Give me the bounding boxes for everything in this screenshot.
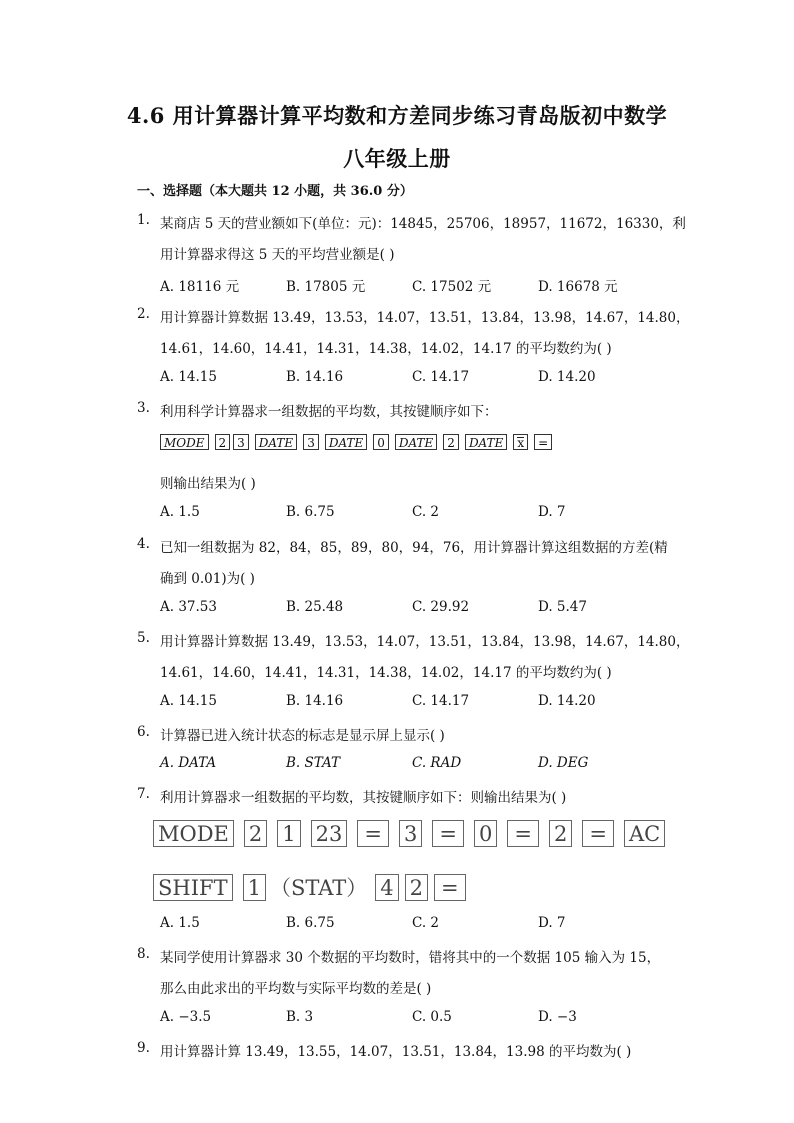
question-number: 2. xyxy=(137,306,150,322)
question-number: 3. xyxy=(137,400,150,416)
key-shift: SHIFT xyxy=(153,874,233,901)
key-1: 1 xyxy=(243,874,266,901)
option-b[interactable]: B. STAT xyxy=(286,755,341,771)
question-text: 则输出结果为( ) xyxy=(160,476,256,492)
section-heading: 一、选择题（本大题共 12 小题，共 36.0 分） xyxy=(137,184,413,199)
key-2: 2 xyxy=(443,434,459,450)
option-c[interactable]: C. 14.17 xyxy=(412,693,470,709)
question-number: 7. xyxy=(137,786,150,802)
question-text: 已知一组数据为 82，84，85，89，80，94，76，用计算器计算这组数据的方差(精 xyxy=(160,540,668,556)
option-a[interactable]: A. 1.5 xyxy=(160,504,200,520)
key-equals: = xyxy=(507,820,539,847)
key-23: 23 xyxy=(311,820,348,847)
question-text: 用计算器计算数据 13.49，13.53，14.07，13.51，13.84，13.98，14.67，14.80， xyxy=(160,634,690,650)
question-text: 确到 0.01)为( ) xyxy=(160,571,255,587)
option-c[interactable]: C. 17502 元 xyxy=(412,279,492,295)
key-equals: = xyxy=(534,434,552,450)
question-text: 计算器已进入统计状态的标志是显示屏上显示( ) xyxy=(160,728,445,744)
key-equals: = xyxy=(582,820,614,847)
key-ac: AC xyxy=(624,820,665,847)
option-b[interactable]: B. 17805 元 xyxy=(286,279,366,295)
key-sequence xyxy=(160,434,558,450)
option-a[interactable]: A. 18116 元 xyxy=(160,279,240,295)
key-2: 2 xyxy=(405,874,428,901)
option-b[interactable]: B. 6.75 xyxy=(286,504,335,520)
key-3: 3 xyxy=(303,434,319,450)
option-d[interactable]: D. DEG xyxy=(538,755,589,771)
question-text: 用计算器计算数据 13.49，13.53，14.07，13.51，13.84，13.98，14.67，14.80， xyxy=(160,310,690,326)
question-text: 利用计算器求一组数据的平均数，其按键顺序如下：则输出结果为( ) xyxy=(160,790,567,806)
question-number: 4. xyxy=(137,536,150,552)
option-d[interactable]: D. 5.47 xyxy=(538,599,587,615)
key-2: 2 xyxy=(549,820,572,847)
option-b[interactable]: B. 25.48 xyxy=(286,599,344,615)
option-d[interactable]: D. 16678 元 xyxy=(538,279,618,295)
key-sequence-row-1 xyxy=(153,820,675,847)
key-mean-x-bar: x xyxy=(513,434,528,450)
question-text: 利用科学计算器求一组数据的平均数，其按键顺序如下： xyxy=(160,404,498,420)
option-a[interactable]: A. DATA xyxy=(160,755,217,771)
question-number: 1. xyxy=(137,212,150,228)
option-c[interactable]: C. 29.92 xyxy=(412,599,470,615)
key-3: 3 xyxy=(399,820,422,847)
question-number: 8. xyxy=(137,946,150,962)
key-date: DATE xyxy=(465,434,507,450)
key-equals: = xyxy=(357,820,389,847)
option-d[interactable]: D. −3 xyxy=(538,1009,577,1025)
option-c[interactable]: C. 2 xyxy=(412,915,440,931)
key-1: 1 xyxy=(277,820,300,847)
question-text: 某同学使用计算器求 30 个数据的平均数时，错将其中的一个数据 105 输入为 15， xyxy=(160,950,661,966)
key-date: DATE xyxy=(395,434,437,450)
option-b[interactable]: B. 14.16 xyxy=(286,693,344,709)
question-number: 6. xyxy=(137,724,150,740)
key-equals: = xyxy=(432,820,464,847)
document-title-line2: 八年级上册 xyxy=(343,146,451,171)
stat-label: （STAT） xyxy=(269,876,368,900)
question-text: 用计算器计算 13.49，13.55，14.07，13.51，13.84，13.98 的平均数为( ) xyxy=(160,1044,632,1060)
option-b[interactable]: B. 3 xyxy=(286,1009,314,1025)
option-a[interactable]: A. −3.5 xyxy=(160,1009,212,1025)
question-text: 14.61，14.60，14.41，14.31，14.38，14.02，14.17 的平均数约为( ) xyxy=(160,665,612,681)
key-date: DATE xyxy=(255,434,297,450)
option-a[interactable]: A. 14.15 xyxy=(160,369,217,385)
question-text: 14.61，14.60，14.41，14.31，14.38，14.02，14.17 的平均数约为( ) xyxy=(160,341,612,357)
option-c[interactable]: C. 14.17 xyxy=(412,369,470,385)
option-a[interactable]: A. 1.5 xyxy=(160,915,200,931)
key-0: 0 xyxy=(373,434,389,450)
option-a[interactable]: A. 37.53 xyxy=(160,599,217,615)
key-date: DATE xyxy=(325,434,367,450)
key-mode: MODE xyxy=(160,434,209,450)
question-text: 那么由此求出的平均数与实际平均数的差是( ) xyxy=(160,981,432,997)
key-2: 2 xyxy=(215,434,231,450)
document-title: 4.6 用计算器计算平均数和方差同步练习青岛版初中数学 xyxy=(126,103,668,128)
question-number: 5. xyxy=(137,630,150,646)
key-4: 4 xyxy=(375,874,398,901)
key-3: 3 xyxy=(233,434,249,450)
option-c[interactable]: C. 0.5 xyxy=(412,1009,452,1025)
key-mode: MODE xyxy=(153,820,234,847)
key-2: 2 xyxy=(244,820,267,847)
option-d[interactable]: D. 14.20 xyxy=(538,369,596,385)
option-b[interactable]: B. 6.75 xyxy=(286,915,335,931)
option-d[interactable]: D. 7 xyxy=(538,915,566,931)
question-number: 9. xyxy=(137,1040,150,1056)
option-d[interactable]: D. 14.20 xyxy=(538,693,596,709)
option-a[interactable]: A. 14.15 xyxy=(160,693,217,709)
option-c[interactable]: C. RAD xyxy=(412,755,462,771)
option-b[interactable]: B. 14.16 xyxy=(286,369,344,385)
key-equals: = xyxy=(434,874,466,901)
question-text: 某商店 5 天的营业额如下(单位：元)：14845，25706，18957，11672，16330，利 xyxy=(160,216,686,232)
key-0: 0 xyxy=(474,820,497,847)
question-text: 用计算器求得这 5 天的平均营业额是( ) xyxy=(160,247,395,263)
option-c[interactable]: C. 2 xyxy=(412,504,440,520)
option-d[interactable]: D. 7 xyxy=(538,504,566,520)
key-sequence-row-2 xyxy=(153,872,476,902)
